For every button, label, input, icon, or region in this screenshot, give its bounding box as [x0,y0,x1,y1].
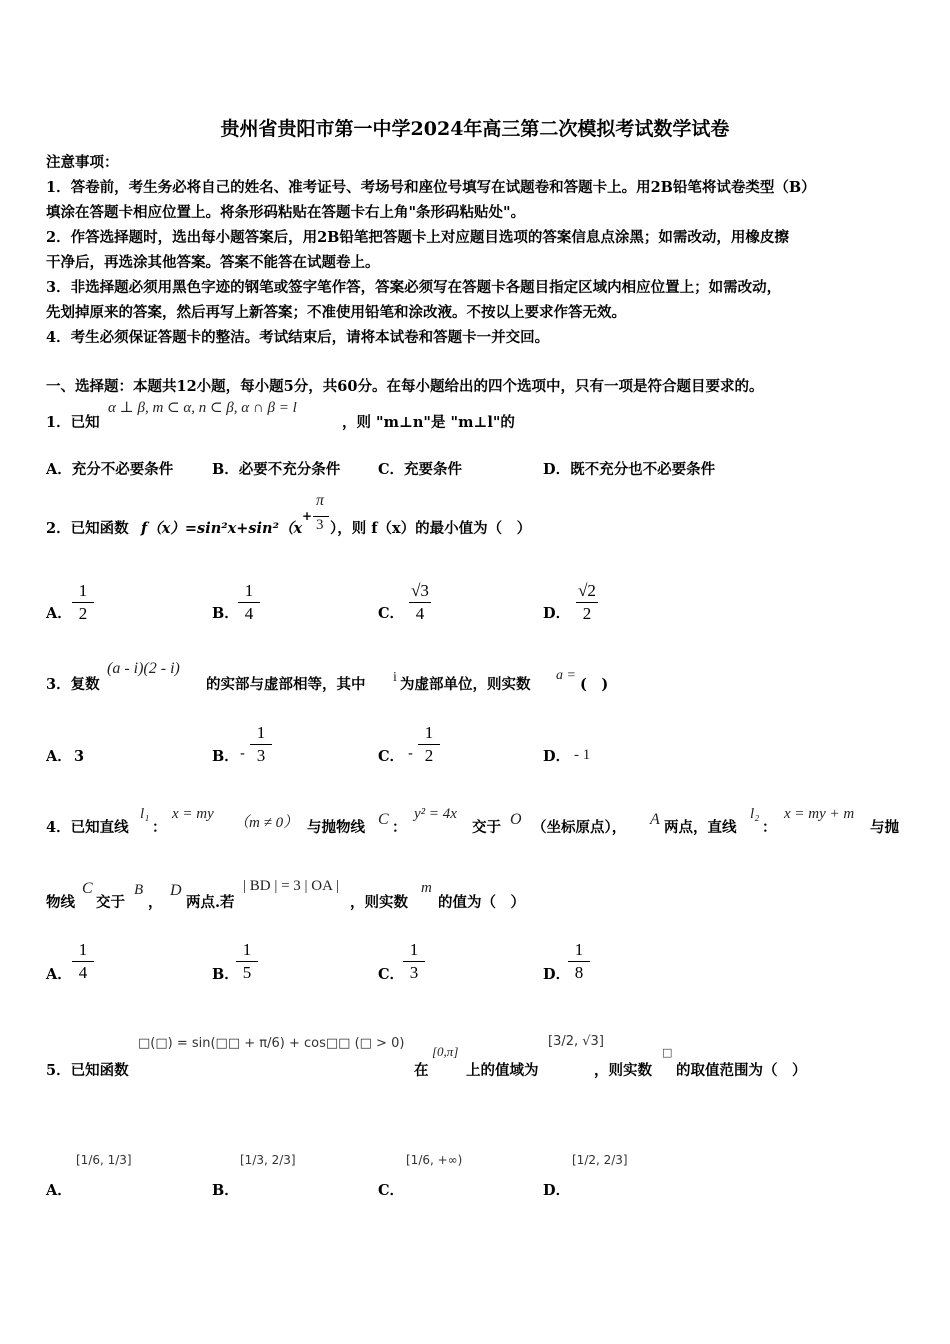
q2-label-a: A． [46,605,72,622]
q3-option-b-sign: - [240,746,245,762]
q2-label-d: D． [543,605,571,622]
notice-line: 先划掉原来的答案，然后再写上新答案；不准使用铅笔和涂改液。不按以上要求作答无效。 [46,304,626,321]
q4-line2-text-1: 交于 [96,894,125,911]
q5-label-b: B． [212,1182,239,1199]
q4-line2-D: D [170,882,182,899]
q3-text: 的实部与虚部相等，其中 [206,676,366,693]
q4-prefix: 4．已知直线 [46,819,129,836]
q3-option-b: 1 3 [246,722,276,767]
q4-line2-m: m [421,880,432,896]
q4-line2-C: C [82,880,93,897]
q4-label-b: B． [212,966,239,983]
q3-option-c: 1 2 [414,722,444,767]
q2-label-c: C． [378,605,405,622]
section-heading: 一、选择题：本题共12小题，每小题5分，共60分。在每小题给出的四个选项中，只有一项是符合题目要求的。 [46,378,764,395]
q2-option-b: 1 4 [234,580,264,625]
q3-i: i [393,670,397,685]
q2-label-b: B． [212,605,239,622]
q4-label-c: C． [378,966,405,983]
q1-option-d: D．既不充分也不必要条件 [543,461,716,478]
q1-expression: α ⊥ β, m ⊂ α, n ⊂ β, α ∩ β = l [108,400,297,416]
notice-line: 4．考生必须保证答题卡的整洁。考试结束后，请将本试卷和答题卡一并交回。 [46,329,550,346]
q4-text-2: 交于 [472,819,501,836]
q2-option-c: √3 4 [405,580,435,625]
q3-option-c-sign: - [408,746,413,762]
q4-line2-text-3: ，则实数 [350,894,408,911]
q3-label-b: B． [212,748,239,765]
q5-option-b: [1/3, 2/3] [240,1153,296,1167]
q4-text-1: 与抛物线 [307,819,365,836]
notice-line: 干净后，再选涂其他答案。答案不能答在试题卷上。 [46,254,380,271]
q4-expr-2: （m ≠ 0） [234,815,299,831]
q4-expr-1: x = my [172,806,214,822]
q5-text-1: 在 [414,1062,429,1079]
q3-label-a: A． [46,748,72,765]
q1-option-c: C．充要条件 [378,461,463,478]
q4-expr-4: x = my + m [784,806,855,822]
q2-plus: + [302,509,313,523]
q5-text-4: 的取值范围为（ ） [676,1062,807,1079]
notice-line: 3．非选择题必须用黑色字迹的钢笔或签字笔作答，答案必须写在答题卡各题目指定区域内相应位置上；如需改动， [46,279,782,296]
q5-label-a: A． [46,1182,72,1199]
q4-text-3: （坐标原点）， [532,819,627,836]
notice-line: 1．答卷前，考生务必将自己的姓名、准考证号、考场号和座位号填写在试题卷和答题卡上。用2B铅笔将试卷类型（B） [46,179,816,196]
q4-option-d: 1 8 [564,939,594,984]
q4-l2: l₂ [750,806,760,822]
q3-expression: (a - i)(2 - i) [107,660,180,677]
q4-colon-2: ： [392,819,407,836]
q5-option-c: [1/6, +∞) [406,1153,463,1167]
q2-option-d: √2 2 [572,580,602,625]
q5-domain: [0,π] [432,1044,459,1059]
q1-suffix: ，则 "m⊥n"是 "m⊥l"的 [342,414,515,431]
q5-option-a: [1/6, 1/3] [76,1153,132,1167]
q4-text-5: 与抛 [870,819,899,836]
q4-line2-B: B [134,882,144,898]
q4-option-a: 1 4 [68,939,98,984]
q1-option-a: A．充分不必要条件 [46,461,174,478]
q3-suffix: ( ) [580,676,609,693]
notice-line: 填涂在答题卡相应位置上。将条形码粘贴在答题卡右上角"条形码粘贴处"。 [46,204,526,221]
notice-heading: 注意事项： [46,154,119,171]
q5-range: [3/2, √3] [548,1034,604,1049]
q5-label-c: C． [378,1182,405,1199]
q3-text-2: 为虚部单位，则实数 [400,676,531,693]
q4-colon-3: ： [762,819,777,836]
q2-pi: π [316,492,325,509]
q4-colon: ： [152,819,167,836]
q4-option-b: 1 5 [232,939,262,984]
q5-box-symbol: □ [662,1046,673,1059]
q5-label-d: D． [543,1182,571,1199]
q3-label-c: C． [378,748,405,765]
q3-prefix: 3．复数 [46,676,100,693]
q3-option-d: - 1 [574,747,591,763]
q4-label-d: D． [543,966,571,983]
q4-label-a: A． [46,966,72,983]
q3-option-a: 3 [74,748,85,765]
q2-expression: f（x）=sin²x+sin²（x [141,520,303,537]
q2-prefix: 2．已知函数 [46,520,129,537]
q2-suffix: ），则 f（x）的最小值为（ ） [330,520,532,537]
q1-prefix: 1．已知 [46,414,100,431]
q4-line2-expr: | BD | = 3 | OA | [243,878,339,894]
q2-three: 3 [316,517,324,533]
page-title: 贵州省贵阳市第一中学2024年高三第二次模拟考试数学试卷 [220,118,730,140]
q4-C: C [378,811,389,828]
q4-l1: l₁ [140,806,150,822]
q3-label-d: D． [543,748,571,765]
q4-O: O [510,811,522,828]
q4-line2-prefix: 物线 [46,894,75,911]
q4-option-c: 1 3 [399,939,429,984]
q5-option-d: [1/2, 2/3] [572,1153,628,1167]
q4-line2-text-4: 的值为（ ） [438,894,525,911]
q2-option-a: 1 2 [68,580,98,625]
q4-text-4: 两点，直线 [664,819,737,836]
q3-a: a = [556,668,576,683]
q5-function-expression: □(□) = sin(□□ + π/6) + cos□□ (□ > 0) [138,1036,405,1051]
q5-text-2: 上的值域为 [466,1062,539,1079]
q4-line2-text-2: 两点.若 [186,894,235,911]
q5-text-3: ，则实数 [594,1062,652,1079]
q4-line2-comma: ， [148,894,163,911]
notice-line: 2．作答选择题时，选出每小题答案后，用2B铅笔把答题卡上对应题目选项的答案信息点涂黑；如需改动，用橡皮擦 [46,229,789,246]
q4-expr-3: y² = 4x [414,806,457,822]
q5-prefix: 5．已知函数 [46,1062,129,1079]
q1-option-b: B．必要不充分条件 [212,461,341,478]
q4-A: A [650,811,660,828]
